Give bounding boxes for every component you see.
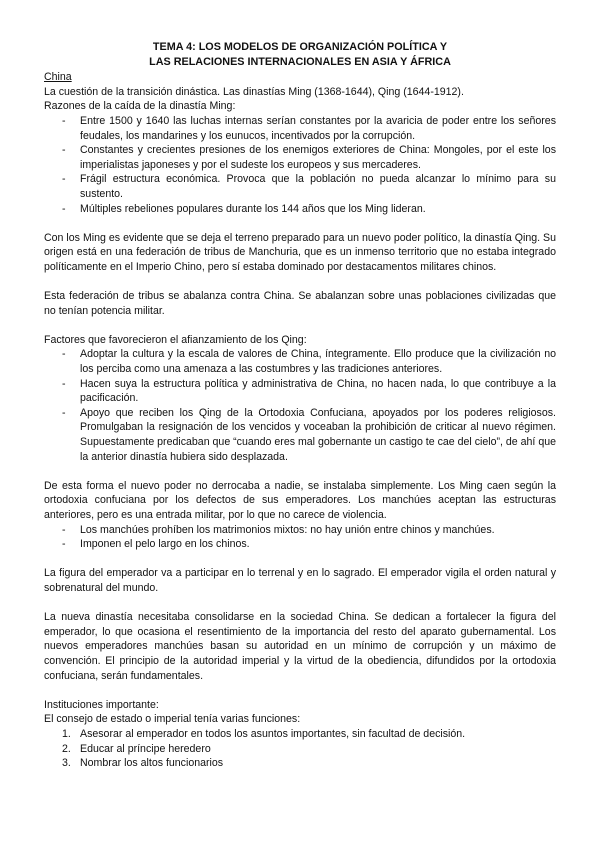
list-item: 1. Asesorar al emperador en todos los asuntos importantes, sin facultad de decisión.	[62, 727, 466, 740]
paragraph-qing-origin: Con los Ming es evidente que se deja el terreno preparado para un nuevo poder político, la dinastía Qing. Su origen está en una federación de tribus de Manchuria, que es un inmenso territorio que no estaba integrado políticamente en el Imperio Chino, pero sí estaba dominado por destacamentos militares chinos.	[44, 231, 556, 273]
list-item: - Constantes y crecientes presiones de los enemigos exteriores de China: Mongoles, por el este los imperialistas japoneses y por el sudeste los europeos y sus mercaderes.	[62, 144, 556, 171]
manchu-rules-list	[44, 523, 556, 552]
factors-list	[44, 347, 556, 464]
council-description: El consejo de estado o imperial tenía varias funciones:	[44, 713, 301, 726]
reasons-label: Razones de la caída de la dinastía Ming:	[44, 100, 236, 113]
list-item: - Apoyo que reciben los Qing de la Ortodoxia Confuciana, apoyados por los poderes religiosos. Promulgaban la resignación de los vencidos y voceaban la prohibición de criticar al nuevo régimen. Supuestamente predicaban que “cuando eres mal gobernante un castigo te cae del cielo”, de ahí que la anterior dinastía hubiera sido desplazada.	[62, 406, 556, 463]
paragraph-new-power: De esta forma el nuevo poder no derrocaba a nadie, se instalaba simplemente. Los Ming caen según la ortodoxia confuciana por los defectos de sus emperadores. Los manchúes aceptan las estructuras anteriores, pero es una entrada militar, por lo que no carece de violencia.	[44, 479, 556, 521]
title-line-2: LAS RELACIONES INTERNACIONALES EN ASIA Y ÁFRICA	[149, 55, 451, 68]
list-item: - Frágil estructura económica. Provoca que la población no pueda alcanzar lo mínimo para su sustento.	[62, 173, 556, 200]
list-item: 2. Educar al príncipe heredero	[62, 742, 211, 755]
paragraph-federation: Esta federación de tribus se abalanza contra China. Se abalanzan sobre unas poblaciones civilizadas que no tenían potencia militar.	[44, 290, 556, 317]
council-functions-list	[44, 727, 556, 771]
list-item: - Adoptar la cultura y la escala de valores de China, íntegramente. Ello produce que la civilización no los perciba como una amenaza a las costumbres y las tradiciones anteriores.	[62, 348, 556, 376]
list-item: - Imponen el pelo largo en los chinos.	[62, 538, 250, 551]
paragraph-consolidation: La nueva dinastía necesitaba consolidarse en la sociedad China. Se dedican a fortalecer la figura del emperador, lo que ocasiona el resentimiento de la importancia del resto del aparato gubernamental. Los nuevos emperadores manchúes basan su autoridad en un mínimo de corrupción y un máximo de convención. El principio de la autoridad imperial y la virtud de la obediencia, difundidos por la ortodoxia confuciana, serán fundamentales.	[44, 611, 556, 682]
paragraph-emperor: La figura del emperador va a participar en lo terrenal y en lo sagrado. El emperador vigila el orden natural y sobrenatural del mundo.	[44, 567, 556, 594]
list-item: - Entre 1500 y 1640 las luchas internas serían constantes por la avaricia de poder entre los señores feudales, los mandarines y los eunucos, incentivados por la corrupción.	[62, 114, 556, 142]
list-item: - Los manchúes prohíben los matrimonios mixtos: no hay unión entre chinos y manchúes.	[62, 523, 495, 536]
list-item: - Múltiples rebeliones populares durante los 144 años que los Ming lideran.	[62, 202, 426, 215]
list-item: 3. Nombrar los altos funcionarios	[62, 757, 224, 770]
reasons-list	[44, 114, 556, 216]
document-title	[44, 40, 556, 69]
list-item: - Hacen suya la estructura política y administrativa de China, no hacen nada, lo que contribuye a la pacificación.	[62, 377, 556, 405]
title-line-1: TEMA 4: LOS MODELOS DE ORGANIZACIÓN POLÍTICA Y	[152, 41, 448, 53]
china-intro: La cuestión de la transición dinástica. Las dinastías Ming (1368-1644), Qing (1644-1912).	[44, 85, 464, 98]
section-heading-china: China	[44, 71, 72, 84]
factors-label: Factores que favorecieron el afianzamiento de los Qing:	[44, 333, 307, 346]
document-page	[44, 40, 556, 771]
institutions-label: Instituciones importante:	[44, 698, 159, 711]
